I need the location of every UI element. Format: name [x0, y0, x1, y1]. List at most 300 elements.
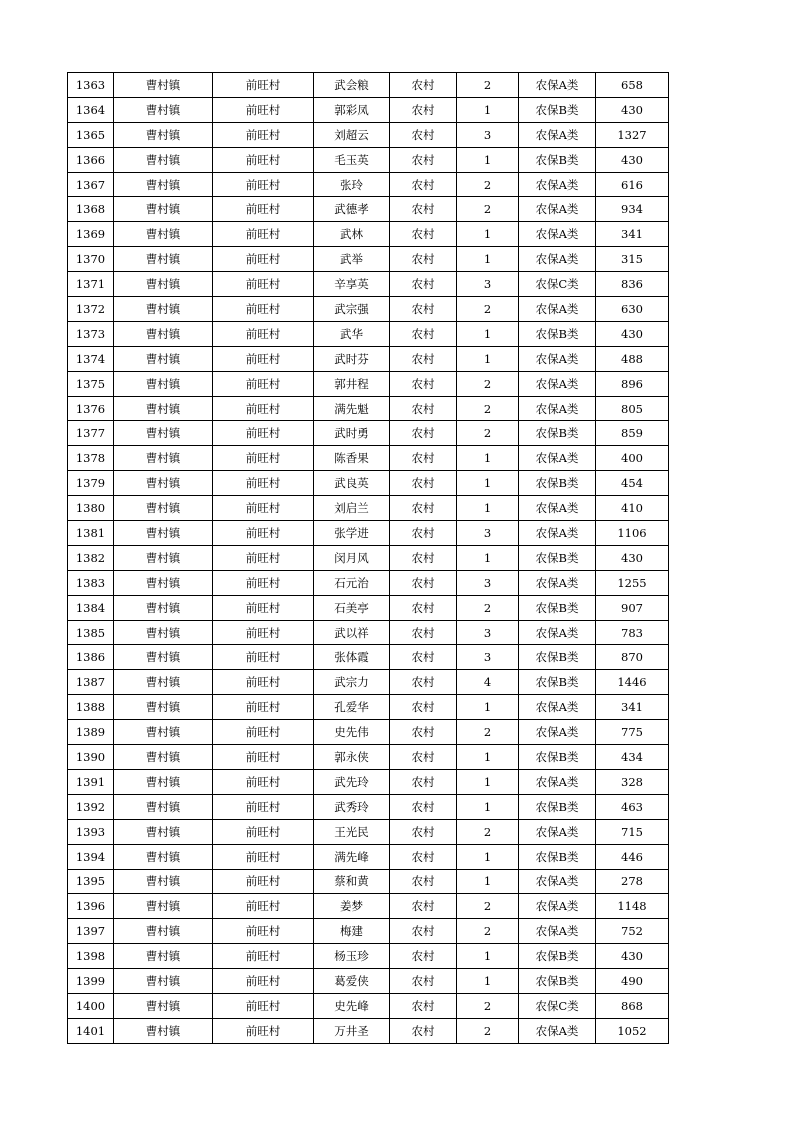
insurance-category-cell: 农保A类: [519, 197, 596, 222]
serial-number-cell: 1387: [68, 670, 114, 695]
household-type-cell: 农村: [390, 670, 457, 695]
household-type-cell: 农村: [390, 446, 457, 471]
town-cell: 曹村镇: [114, 620, 213, 645]
serial-number-cell: 1378: [68, 446, 114, 471]
insurance-category-cell: 农保A类: [519, 894, 596, 919]
amount-cell: 341: [596, 222, 669, 247]
serial-number-cell: 1369: [68, 222, 114, 247]
village-cell: 前旺村: [213, 321, 314, 346]
amount-cell: 315: [596, 247, 669, 272]
table-row: [68, 73, 669, 98]
family-size-cell: 1: [457, 745, 519, 770]
family-size-cell: 1: [457, 97, 519, 122]
name-cell: 张玲: [314, 172, 390, 197]
insurance-category-cell: 农保A类: [519, 1018, 596, 1043]
table-row: [68, 819, 669, 844]
household-type-cell: 农村: [390, 894, 457, 919]
amount-cell: 1446: [596, 670, 669, 695]
village-cell: 前旺村: [213, 844, 314, 869]
name-cell: 万井圣: [314, 1018, 390, 1043]
name-cell: 郭井程: [314, 371, 390, 396]
table-row: [68, 172, 669, 197]
name-cell: 刘启兰: [314, 496, 390, 521]
name-cell: 武时芬: [314, 346, 390, 371]
serial-number-cell: 1368: [68, 197, 114, 222]
household-type-cell: 农村: [390, 1018, 457, 1043]
village-cell: 前旺村: [213, 197, 314, 222]
name-cell: 武林: [314, 222, 390, 247]
serial-number-cell: 1380: [68, 496, 114, 521]
household-type-cell: 农村: [390, 969, 457, 994]
family-size-cell: 1: [457, 969, 519, 994]
amount-cell: 630: [596, 297, 669, 322]
table-row: [68, 869, 669, 894]
amount-cell: 278: [596, 869, 669, 894]
insurance-category-cell: 农保B类: [519, 421, 596, 446]
amount-cell: 430: [596, 97, 669, 122]
serial-number-cell: 1372: [68, 297, 114, 322]
name-cell: 石美亭: [314, 595, 390, 620]
name-cell: 孔爱华: [314, 695, 390, 720]
table-row: [68, 695, 669, 720]
family-size-cell: 2: [457, 297, 519, 322]
town-cell: 曹村镇: [114, 944, 213, 969]
village-cell: 前旺村: [213, 595, 314, 620]
town-cell: 曹村镇: [114, 396, 213, 421]
household-type-cell: 农村: [390, 993, 457, 1018]
village-cell: 前旺村: [213, 73, 314, 98]
amount-cell: 870: [596, 645, 669, 670]
household-type-cell: 农村: [390, 172, 457, 197]
family-size-cell: 2: [457, 172, 519, 197]
amount-cell: 1255: [596, 570, 669, 595]
insurance-category-cell: 农保B类: [519, 471, 596, 496]
household-type-cell: 农村: [390, 346, 457, 371]
town-cell: 曹村镇: [114, 371, 213, 396]
family-size-cell: 2: [457, 595, 519, 620]
name-cell: 张学进: [314, 521, 390, 546]
village-cell: 前旺村: [213, 869, 314, 894]
village-cell: 前旺村: [213, 297, 314, 322]
village-cell: 前旺村: [213, 944, 314, 969]
name-cell: 武宗强: [314, 297, 390, 322]
town-cell: 曹村镇: [114, 122, 213, 147]
town-cell: 曹村镇: [114, 844, 213, 869]
serial-number-cell: 1392: [68, 794, 114, 819]
amount-cell: 341: [596, 695, 669, 720]
name-cell: 武秀玲: [314, 794, 390, 819]
household-type-cell: 农村: [390, 122, 457, 147]
table-row: [68, 147, 669, 172]
village-cell: 前旺村: [213, 172, 314, 197]
family-size-cell: 1: [457, 944, 519, 969]
amount-cell: 488: [596, 346, 669, 371]
table-row: [68, 944, 669, 969]
amount-cell: 490: [596, 969, 669, 994]
table-row: [68, 197, 669, 222]
amount-cell: 836: [596, 272, 669, 297]
insurance-category-cell: 农保A类: [519, 247, 596, 272]
village-cell: 前旺村: [213, 371, 314, 396]
serial-number-cell: 1385: [68, 620, 114, 645]
town-cell: 曹村镇: [114, 969, 213, 994]
insurance-category-cell: 农保C类: [519, 993, 596, 1018]
family-size-cell: 1: [457, 147, 519, 172]
serial-number-cell: 1377: [68, 421, 114, 446]
table-row: [68, 844, 669, 869]
family-size-cell: 2: [457, 371, 519, 396]
insurance-category-cell: 农保B类: [519, 545, 596, 570]
name-cell: 杨玉珍: [314, 944, 390, 969]
family-size-cell: 1: [457, 769, 519, 794]
household-type-cell: 农村: [390, 645, 457, 670]
amount-cell: 1148: [596, 894, 669, 919]
serial-number-cell: 1365: [68, 122, 114, 147]
name-cell: 王光民: [314, 819, 390, 844]
amount-cell: 463: [596, 794, 669, 819]
household-type-cell: 农村: [390, 197, 457, 222]
family-size-cell: 2: [457, 720, 519, 745]
insurance-category-cell: 农保A类: [519, 297, 596, 322]
village-cell: 前旺村: [213, 122, 314, 147]
town-cell: 曹村镇: [114, 819, 213, 844]
name-cell: 史先峰: [314, 993, 390, 1018]
town-cell: 曹村镇: [114, 272, 213, 297]
family-size-cell: 1: [457, 321, 519, 346]
household-type-cell: 农村: [390, 794, 457, 819]
insurance-category-cell: 农保B类: [519, 745, 596, 770]
village-cell: 前旺村: [213, 346, 314, 371]
town-cell: 曹村镇: [114, 172, 213, 197]
table-row: [68, 521, 669, 546]
insurance-category-cell: 农保B类: [519, 321, 596, 346]
insurance-category-cell: 农保A类: [519, 446, 596, 471]
town-cell: 曹村镇: [114, 570, 213, 595]
table-row: [68, 471, 669, 496]
insurance-category-cell: 农保B类: [519, 97, 596, 122]
village-cell: 前旺村: [213, 471, 314, 496]
insurance-category-cell: 农保B类: [519, 670, 596, 695]
household-type-cell: 农村: [390, 97, 457, 122]
insurance-category-cell: 农保B类: [519, 645, 596, 670]
insurance-category-cell: 农保B类: [519, 147, 596, 172]
amount-cell: 328: [596, 769, 669, 794]
family-size-cell: 1: [457, 869, 519, 894]
household-type-cell: 农村: [390, 222, 457, 247]
family-size-cell: 4: [457, 670, 519, 695]
village-cell: 前旺村: [213, 147, 314, 172]
household-type-cell: 农村: [390, 521, 457, 546]
family-size-cell: 2: [457, 819, 519, 844]
amount-cell: 430: [596, 944, 669, 969]
village-cell: 前旺村: [213, 670, 314, 695]
town-cell: 曹村镇: [114, 545, 213, 570]
serial-number-cell: 1396: [68, 894, 114, 919]
amount-cell: 907: [596, 595, 669, 620]
village-cell: 前旺村: [213, 720, 314, 745]
household-type-cell: 农村: [390, 570, 457, 595]
amount-cell: 410: [596, 496, 669, 521]
insurance-category-cell: 农保A类: [519, 769, 596, 794]
name-cell: 武宗力: [314, 670, 390, 695]
serial-number-cell: 1366: [68, 147, 114, 172]
family-size-cell: 1: [457, 346, 519, 371]
name-cell: 张体霞: [314, 645, 390, 670]
household-type-cell: 农村: [390, 371, 457, 396]
family-size-cell: 1: [457, 446, 519, 471]
table-row: [68, 794, 669, 819]
household-type-cell: 农村: [390, 695, 457, 720]
family-size-cell: 1: [457, 794, 519, 819]
village-cell: 前旺村: [213, 894, 314, 919]
town-cell: 曹村镇: [114, 496, 213, 521]
serial-number-cell: 1363: [68, 73, 114, 98]
table-row: [68, 346, 669, 371]
town-cell: 曹村镇: [114, 197, 213, 222]
table-row: [68, 969, 669, 994]
serial-number-cell: 1370: [68, 247, 114, 272]
name-cell: 武举: [314, 247, 390, 272]
household-type-cell: 农村: [390, 471, 457, 496]
town-cell: 曹村镇: [114, 769, 213, 794]
name-cell: 毛玉英: [314, 147, 390, 172]
town-cell: 曹村镇: [114, 745, 213, 770]
table-row: [68, 122, 669, 147]
serial-number-cell: 1373: [68, 321, 114, 346]
village-cell: 前旺村: [213, 969, 314, 994]
village-cell: 前旺村: [213, 446, 314, 471]
family-size-cell: 2: [457, 421, 519, 446]
insurance-category-cell: 农保A类: [519, 720, 596, 745]
insurance-category-cell: 农保C类: [519, 272, 596, 297]
family-size-cell: 3: [457, 570, 519, 595]
household-type-cell: 农村: [390, 545, 457, 570]
serial-number-cell: 1401: [68, 1018, 114, 1043]
town-cell: 曹村镇: [114, 1018, 213, 1043]
family-size-cell: 2: [457, 73, 519, 98]
serial-number-cell: 1371: [68, 272, 114, 297]
serial-number-cell: 1394: [68, 844, 114, 869]
family-size-cell: 3: [457, 645, 519, 670]
name-cell: 蔡和黄: [314, 869, 390, 894]
household-type-cell: 农村: [390, 272, 457, 297]
town-cell: 曹村镇: [114, 919, 213, 944]
serial-number-cell: 1400: [68, 993, 114, 1018]
table-row: [68, 993, 669, 1018]
household-type-cell: 农村: [390, 720, 457, 745]
town-cell: 曹村镇: [114, 695, 213, 720]
town-cell: 曹村镇: [114, 97, 213, 122]
table-row: [68, 595, 669, 620]
town-cell: 曹村镇: [114, 894, 213, 919]
serial-number-cell: 1375: [68, 371, 114, 396]
town-cell: 曹村镇: [114, 645, 213, 670]
table-row: [68, 894, 669, 919]
table-row: [68, 745, 669, 770]
insurance-category-cell: 农保B类: [519, 944, 596, 969]
amount-cell: 616: [596, 172, 669, 197]
household-type-cell: 农村: [390, 919, 457, 944]
serial-number-cell: 1386: [68, 645, 114, 670]
household-type-cell: 农村: [390, 595, 457, 620]
household-type-cell: 农村: [390, 73, 457, 98]
town-cell: 曹村镇: [114, 321, 213, 346]
table-row: [68, 222, 669, 247]
amount-cell: 752: [596, 919, 669, 944]
serial-number-cell: 1367: [68, 172, 114, 197]
name-cell: 郭彩凤: [314, 97, 390, 122]
serial-number-cell: 1389: [68, 720, 114, 745]
town-cell: 曹村镇: [114, 421, 213, 446]
insurance-category-cell: 农保A类: [519, 172, 596, 197]
household-type-cell: 农村: [390, 819, 457, 844]
insurance-category-cell: 农保A类: [519, 620, 596, 645]
household-type-cell: 农村: [390, 247, 457, 272]
family-size-cell: 1: [457, 844, 519, 869]
insurance-category-cell: 农保A类: [519, 222, 596, 247]
name-cell: 闵月风: [314, 545, 390, 570]
table-row: [68, 620, 669, 645]
household-type-cell: 农村: [390, 147, 457, 172]
village-cell: 前旺村: [213, 521, 314, 546]
village-cell: 前旺村: [213, 794, 314, 819]
village-cell: 前旺村: [213, 645, 314, 670]
table-row: [68, 545, 669, 570]
household-type-cell: 农村: [390, 396, 457, 421]
town-cell: 曹村镇: [114, 670, 213, 695]
town-cell: 曹村镇: [114, 595, 213, 620]
serial-number-cell: 1364: [68, 97, 114, 122]
insurance-category-cell: 农保A类: [519, 396, 596, 421]
table-row: [68, 321, 669, 346]
name-cell: 刘超云: [314, 122, 390, 147]
household-type-cell: 农村: [390, 869, 457, 894]
amount-cell: 896: [596, 371, 669, 396]
town-cell: 曹村镇: [114, 247, 213, 272]
name-cell: 武良英: [314, 471, 390, 496]
town-cell: 曹村镇: [114, 147, 213, 172]
name-cell: 葛爱侠: [314, 969, 390, 994]
village-cell: 前旺村: [213, 1018, 314, 1043]
table-row: [68, 919, 669, 944]
serial-number-cell: 1376: [68, 396, 114, 421]
amount-cell: 868: [596, 993, 669, 1018]
amount-cell: 934: [596, 197, 669, 222]
town-cell: 曹村镇: [114, 521, 213, 546]
family-size-cell: 2: [457, 993, 519, 1018]
insurance-category-cell: 农保A类: [519, 122, 596, 147]
insurance-category-cell: 农保B类: [519, 844, 596, 869]
insurance-category-cell: 农保A类: [519, 869, 596, 894]
village-cell: 前旺村: [213, 620, 314, 645]
amount-cell: 805: [596, 396, 669, 421]
village-cell: 前旺村: [213, 769, 314, 794]
amount-cell: 430: [596, 545, 669, 570]
table-row: [68, 670, 669, 695]
household-type-cell: 农村: [390, 620, 457, 645]
family-size-cell: 1: [457, 222, 519, 247]
family-size-cell: 3: [457, 272, 519, 297]
insurance-category-cell: 农保A类: [519, 695, 596, 720]
town-cell: 曹村镇: [114, 346, 213, 371]
amount-cell: 1052: [596, 1018, 669, 1043]
family-size-cell: 3: [457, 122, 519, 147]
serial-number-cell: 1399: [68, 969, 114, 994]
amount-cell: 434: [596, 745, 669, 770]
serial-number-cell: 1393: [68, 819, 114, 844]
town-cell: 曹村镇: [114, 297, 213, 322]
insurance-category-cell: 农保A类: [519, 73, 596, 98]
insurance-category-cell: 农保A类: [519, 521, 596, 546]
name-cell: 郭永侠: [314, 745, 390, 770]
household-type-cell: 农村: [390, 944, 457, 969]
serial-number-cell: 1397: [68, 919, 114, 944]
insurance-category-cell: 农保B类: [519, 595, 596, 620]
village-cell: 前旺村: [213, 993, 314, 1018]
serial-number-cell: 1374: [68, 346, 114, 371]
family-size-cell: 2: [457, 197, 519, 222]
amount-cell: 658: [596, 73, 669, 98]
village-cell: 前旺村: [213, 222, 314, 247]
family-size-cell: 2: [457, 1018, 519, 1043]
family-size-cell: 1: [457, 545, 519, 570]
town-cell: 曹村镇: [114, 222, 213, 247]
name-cell: 辛享英: [314, 272, 390, 297]
serial-number-cell: 1391: [68, 769, 114, 794]
town-cell: 曹村镇: [114, 73, 213, 98]
household-type-cell: 农村: [390, 496, 457, 521]
household-type-cell: 农村: [390, 745, 457, 770]
name-cell: 武时勇: [314, 421, 390, 446]
village-cell: 前旺村: [213, 919, 314, 944]
village-cell: 前旺村: [213, 819, 314, 844]
serial-number-cell: 1398: [68, 944, 114, 969]
name-cell: 满先峰: [314, 844, 390, 869]
town-cell: 曹村镇: [114, 471, 213, 496]
name-cell: 武先玲: [314, 769, 390, 794]
amount-cell: 775: [596, 720, 669, 745]
family-size-cell: 2: [457, 894, 519, 919]
amount-cell: 446: [596, 844, 669, 869]
town-cell: 曹村镇: [114, 794, 213, 819]
town-cell: 曹村镇: [114, 869, 213, 894]
name-cell: 梅建: [314, 919, 390, 944]
household-type-cell: 农村: [390, 769, 457, 794]
family-size-cell: 2: [457, 396, 519, 421]
serial-number-cell: 1379: [68, 471, 114, 496]
amount-cell: 400: [596, 446, 669, 471]
serial-number-cell: 1388: [68, 695, 114, 720]
name-cell: 陈香果: [314, 446, 390, 471]
family-size-cell: 3: [457, 620, 519, 645]
village-cell: 前旺村: [213, 496, 314, 521]
name-cell: 史先伟: [314, 720, 390, 745]
household-type-cell: 农村: [390, 321, 457, 346]
family-size-cell: 2: [457, 919, 519, 944]
insurance-category-cell: 农保A类: [519, 570, 596, 595]
household-type-cell: 农村: [390, 421, 457, 446]
name-cell: 姜梦: [314, 894, 390, 919]
serial-number-cell: 1384: [68, 595, 114, 620]
amount-cell: 454: [596, 471, 669, 496]
name-cell: 武会粮: [314, 73, 390, 98]
roster-body: [68, 73, 669, 1044]
serial-number-cell: 1390: [68, 745, 114, 770]
roster-table: [67, 72, 669, 1044]
town-cell: 曹村镇: [114, 993, 213, 1018]
family-size-cell: 1: [457, 496, 519, 521]
name-cell: 石元治: [314, 570, 390, 595]
